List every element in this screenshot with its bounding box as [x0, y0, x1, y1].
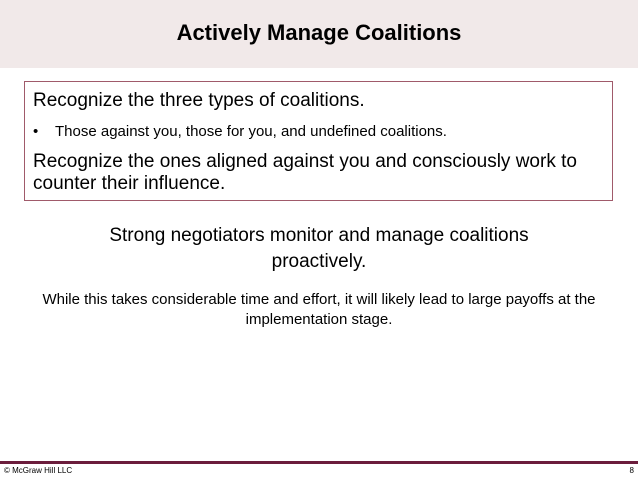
bullet-marker: •: [33, 123, 39, 140]
copyright-notice: © McGraw Hill LLC: [4, 466, 73, 475]
supporting-text: While this takes considerable time and effort, it will likely lead to large payoffs at the implementation stage.: [42, 291, 596, 328]
box-statement-counter-influence: Recognize the ones aligned against you and consciously work to counter their influence.: [33, 151, 577, 194]
page-number: 8: [629, 466, 634, 475]
bullet-item: [33, 122, 447, 141]
coalition-types-box: [24, 81, 613, 201]
center-statement: Strong negotiators monitor and manage coalitions proactively.: [109, 225, 529, 272]
footer-divider: [0, 461, 638, 464]
bullet-text: Those against you, those for you, and undefined coalitions.: [55, 123, 447, 140]
box-statement-recognize-types: Recognize the three types of coalitions.: [33, 90, 365, 111]
slide-title: Actively Manage Coalitions: [176, 20, 462, 45]
title-banner: [0, 0, 638, 68]
